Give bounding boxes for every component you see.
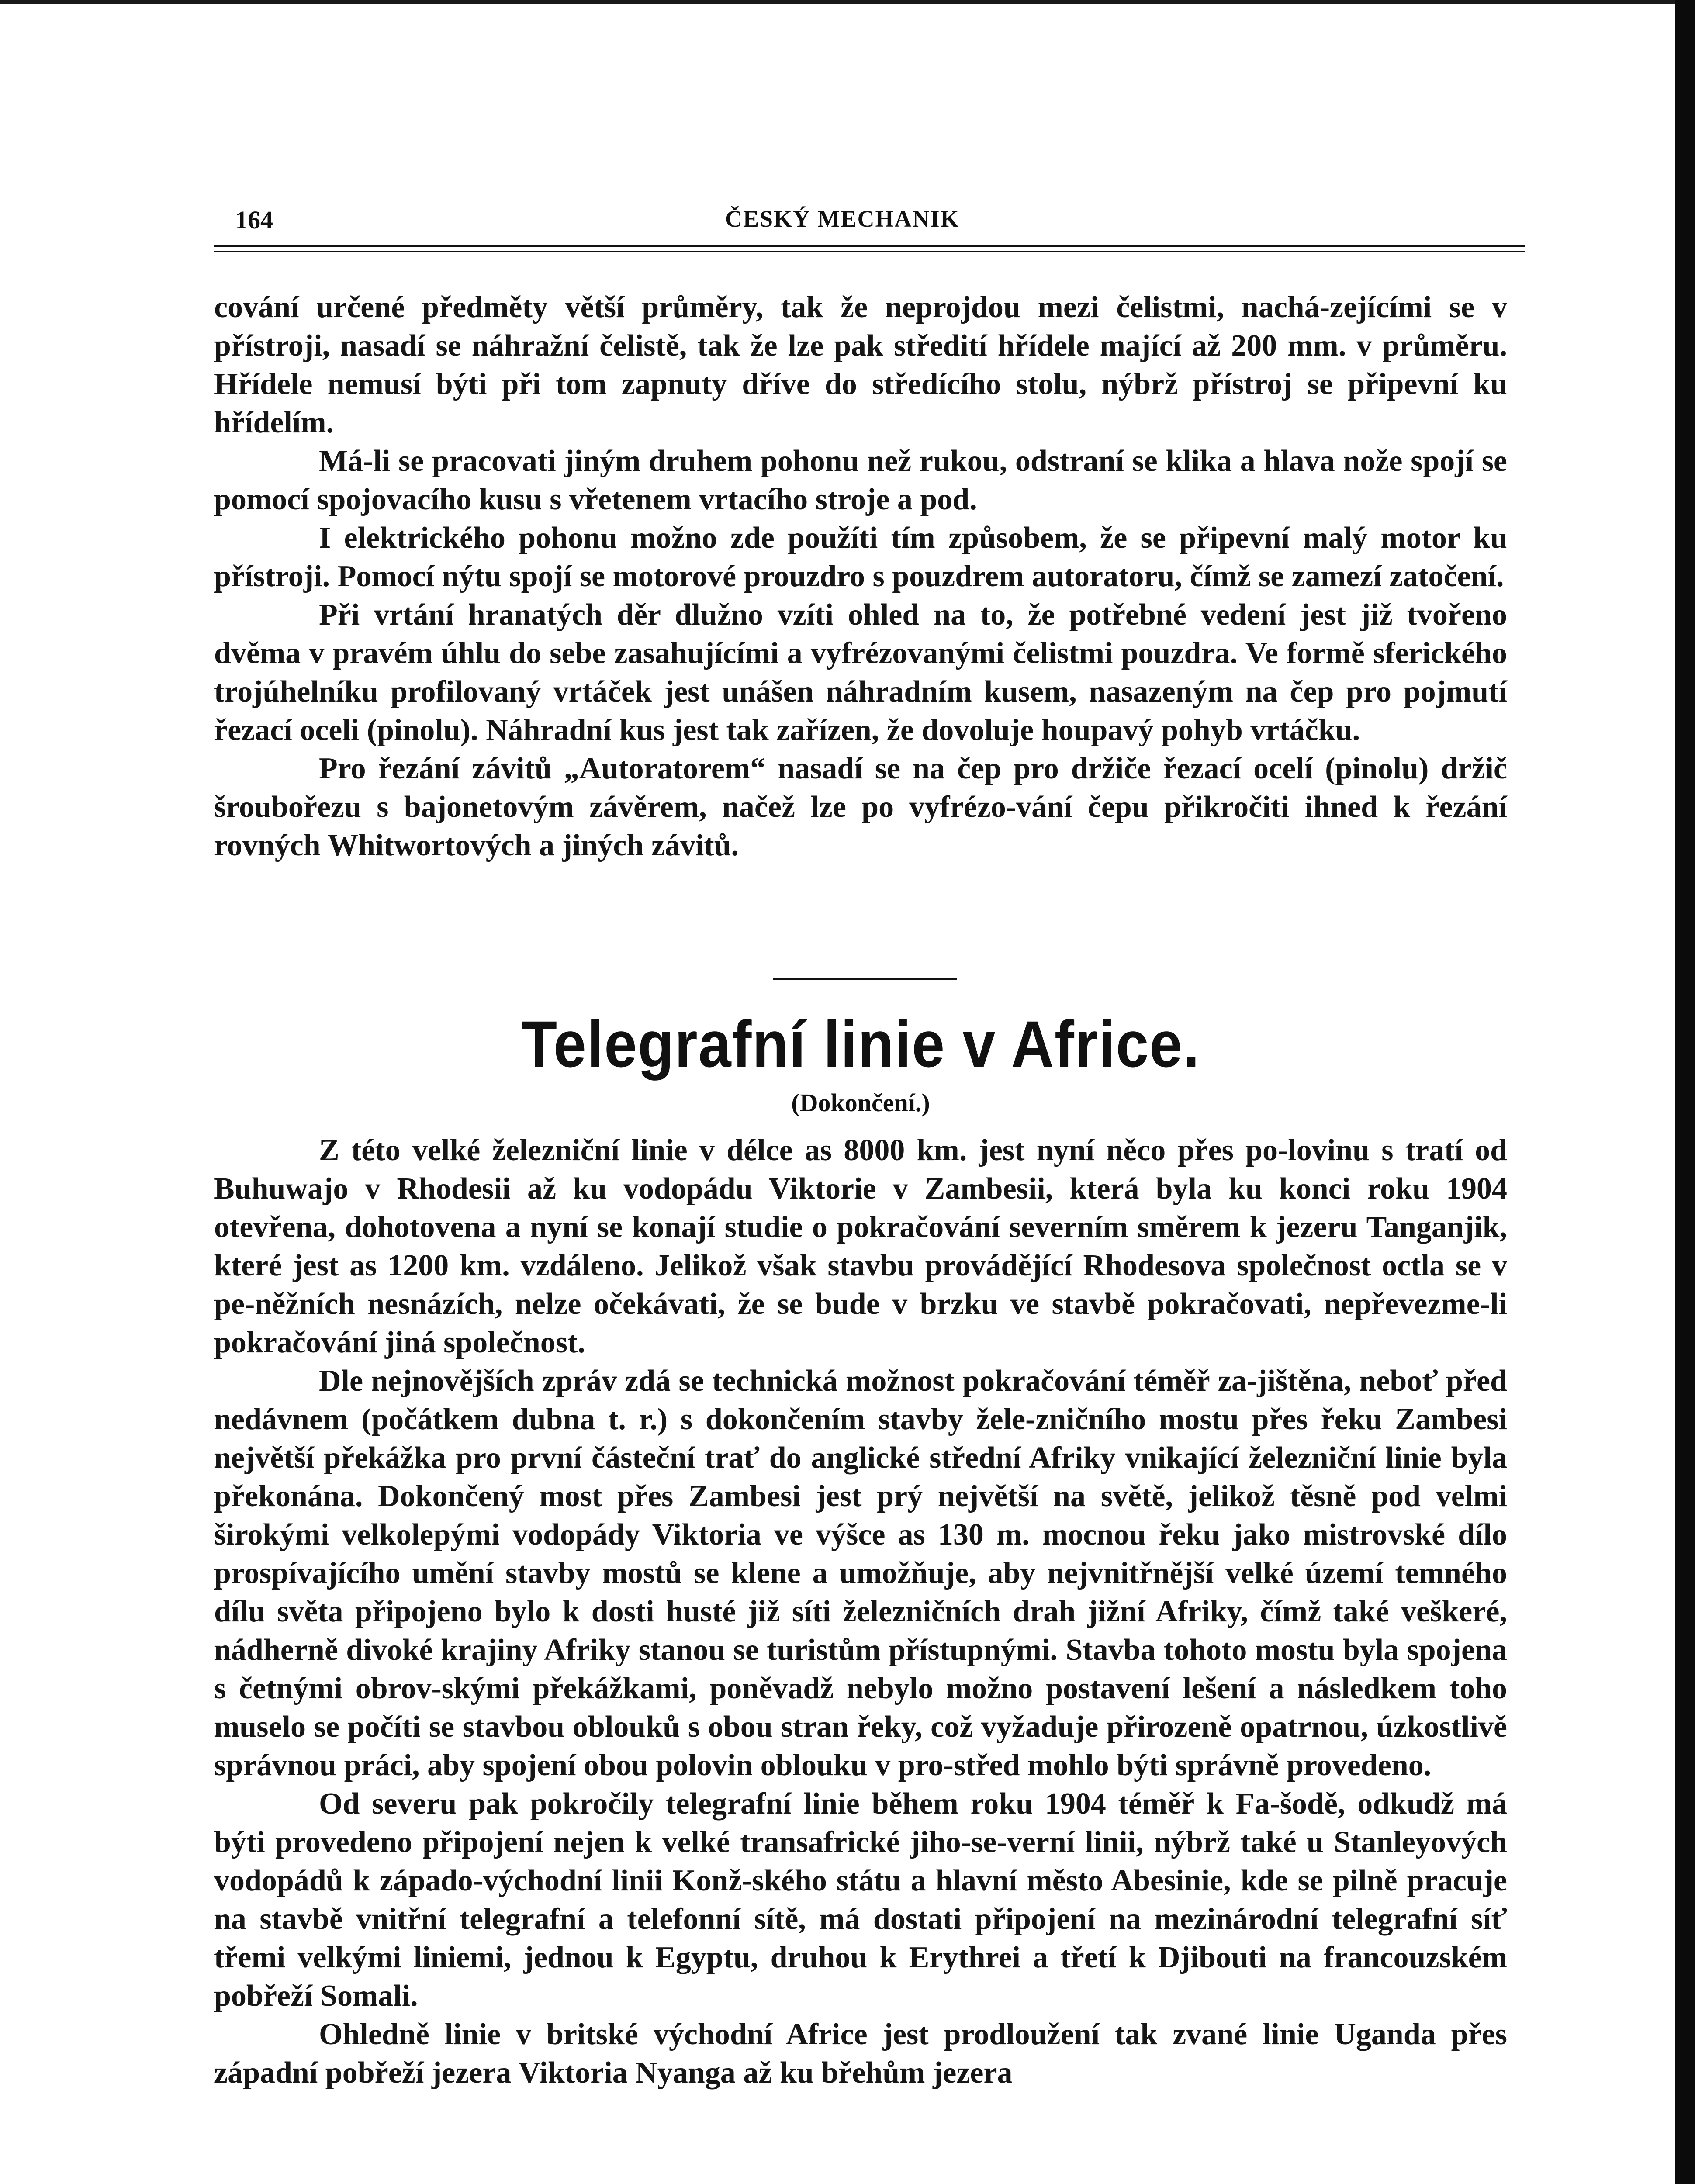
header-rule-thin bbox=[214, 251, 1525, 252]
section-separator bbox=[773, 978, 957, 980]
paragraph: Od severu pak pokročily telegrafní linie během roku 1904 téměř k Fa-šodě, odkudž má býti provedeno připojení nejen k velké transafrické jiho-se-verní linii, nýbrž také u Stanleyových vodopádů k západo-východní linii Konž-ského státu a hlavní město Abesinie, kde se pilně pracuje na stavbě vnitřní telegrafní a telefonní sítě, má dostati připojení na mezinárodní telegrafní síť třemi velkými liniemi, jednou k Egyptu, druhou k Erythrei a třetí k Djibouti na francouzském pobřeží Somali. bbox=[214, 1787, 1507, 2013]
paragraph: I elektrického pohonu možno zde použíti tím způsobem, že se připevní malý motor ku přístroji. Pomocí nýtu spojí se motorové prouzdro s pouzdrem autoratoru, čímž se zamezí zatočení. bbox=[214, 521, 1507, 593]
article-body bbox=[214, 1131, 1507, 2092]
scan-right-edge bbox=[1675, 0, 1695, 2184]
header-rule-thick bbox=[214, 245, 1525, 247]
page-header bbox=[218, 205, 1529, 236]
running-title: ČESKÝ MECHANIK bbox=[725, 206, 960, 232]
section-continued-text bbox=[214, 288, 1507, 865]
paragraph: Má-li se pracovati jiným druhem pohonu než rukou, odstraní se klika a hlava nože spojí se pomocí spojovacího kusu s vřetenem vrtacího stroje a pod. bbox=[214, 444, 1507, 516]
article-title: Telegrafní linie v Africe. bbox=[521, 1007, 1200, 1081]
paragraph: Z této velké železniční linie v délce as 8000 km. jest nyní něco přes po-lovinu s tratí od Buhuwajo v Rhodesii až ku vodopádu Viktorie v Zambesii, která byla ku konci roku 1904 otevřena, dohotovena a nyní se konají studie o pokračování severním směrem k jezeru Tanganjik, které jest as 1200 km. vzdáleno. Jelikož však stavbu provádějící Rhodesova společnost octla se v pe-něžních nesnázích, nelze očekávati, že se bude v brzku ve stavbě pokračovati, nepřevezme-li pokračování jiná společnost. bbox=[214, 1133, 1507, 1359]
paragraph: Dle nejnovějších zpráv zdá se technická možnost pokračování téměř za-jištěna, neboť před nedávnem (počátkem dubna t. r.) s dokončením stavby žele-zničního mostu přes řeku Zambesi největší překážka pro první částeční trať do anglické střední Afriky vnikající železniční linie byla překonána. Dokončený most přes Zambesi jest prý největší na světě, jelikož těsně pod velmi širokými velkolepými vodopády Viktoria ve výšce as 130 m. mocnou řeku jako mistrovské dílo prospívajícího umění stavby mostů se klene a umožňuje, aby nejvnitřnější velké území temného dílu světa připojeno bylo k dosti husté již síti železničních drah jižní Afriky, čímž také veškeré, nádherně divoké krajiny Afriky stanou se turistům přístupnými. Stavba tohoto mostu byla spojena s četnými obrov-skými překážkami, poněvadž nebylo možno postavení lešení a následkem toho muselo se počíti se stavbou oblouků s obou stran řeky, což vyžaduje přirozeně opatrnou, úzkostlivě správnou práci, aby spojení obou polovin oblouku v pro-střed mohlo býti správně provedeno. bbox=[214, 1364, 1507, 1782]
paragraph: Ohledně linie v britské východní Africe jest prodloužení tak zvané linie Uganda přes západní pobřeží jezera Viktoria Nyanga až ku břehům jezera bbox=[214, 2018, 1507, 2090]
page-number: 164 bbox=[235, 206, 273, 234]
paragraph: Při vrtání hranatých děr dlužno vzíti ohled na to, že potřebné vedení jest již tvořeno dvěma v pravém úhlu do sebe zasahujícími a vyfrézovanými čelistmi pouzdra. Ve formě sferického trojúhelníku profilovaný vrtáček jest unášen náhradním kusem, nasazeným na čep pro pojmutí řezací oceli (pinolu). Náhradní kus jest tak zařízen, že dovoluje houpavý pohyb vrtáčku. bbox=[214, 598, 1507, 747]
scan-top-edge bbox=[0, 0, 1695, 4]
article-subtitle: (Dokončení.) bbox=[791, 1089, 930, 1117]
paragraph: Pro řezání závitů „Autoratorem“ nasadí se na čep pro držiče řezací ocelí (pinolu) držič šroubořezu s bajonetovým závěrem, načež lze po vyfrézo-vání čepu přikročiti ihned k řezání rovných Whitwortových a jiných závitů. bbox=[214, 752, 1507, 862]
paragraph: cování určené předměty větší průměry, tak že neprojdou mezi čelistmi, nachá-zejícími se v přístroji, nasadí se náhražní čelistě, tak že lze pak středití hřídele mající až 200 mm. v průměru. Hřídele nemusí býti při tom zapnuty dříve do středícího stolu, nýbrž přístroj se připevní ku hřídelím. bbox=[214, 290, 1507, 439]
